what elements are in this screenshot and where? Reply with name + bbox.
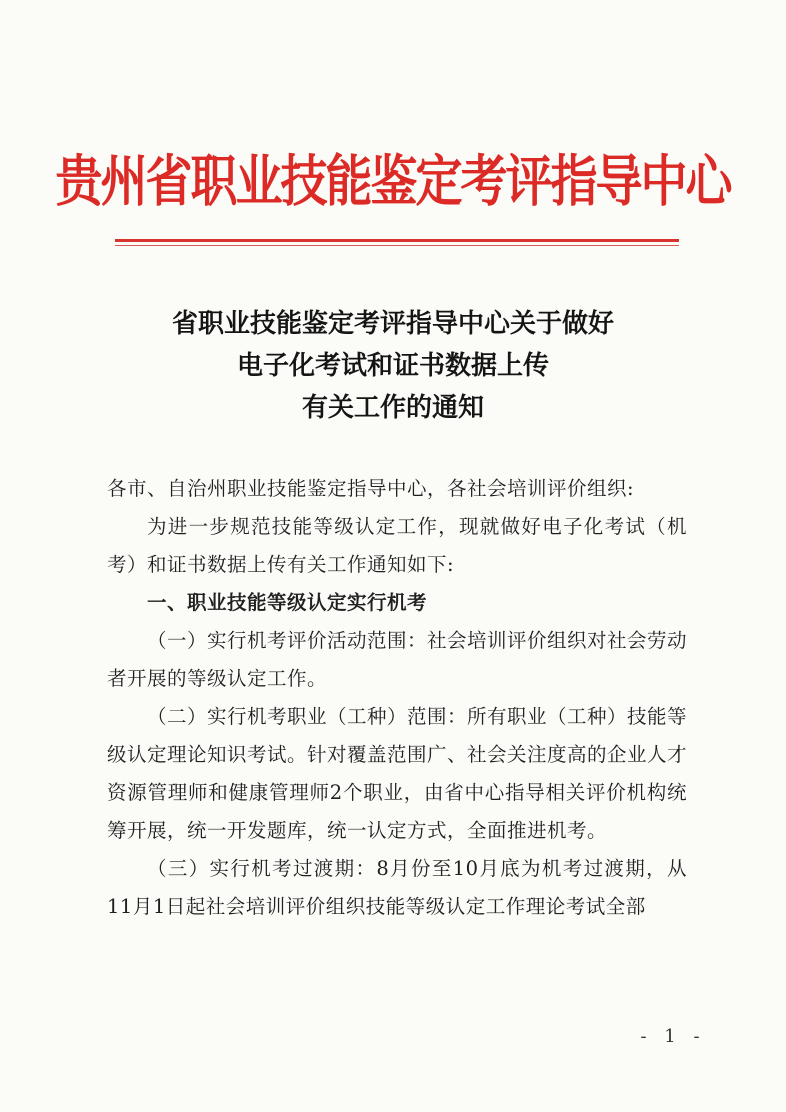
section-1-heading: 一、职业技能等级认定实行机考 xyxy=(147,591,428,614)
document-title xyxy=(0,303,786,429)
salutation: 各市、自治州职业技能鉴定指导中心，各社会培训评价组织: xyxy=(107,477,635,500)
item-1-paragraph: （一）实行机考评价活动范围：社会培训评价组织对社会劳动者开展的等级认定工作。 xyxy=(107,629,688,690)
letterhead-red-rule-thick xyxy=(115,239,679,242)
title-line-3: 有关工作的通知 xyxy=(301,393,484,423)
item-3-paragraph: （三）实行机考过渡期：8月份至10月底为机考过渡期，从11月1日起社会培训评价组织技能等级认定工作理论考试全部 xyxy=(107,857,687,918)
title-line-2: 电子化考试和证书数据上传 xyxy=(236,351,549,381)
letterhead-red-rule-thin xyxy=(115,245,679,246)
item-2-paragraph: （二）实行机考职业（工种）范围：所有职业（工种）技能等级认定理论知识考试。针对覆盖范围广、社会关注度高的企业人才资源管理师和健康管理师2个职业，由省中心指导相关评价机构统筹开展，统一开发题库，统一认定方式，全面推进机考。 xyxy=(107,705,688,842)
title-line-1: 省职业技能鉴定考评指导中心关于做好 xyxy=(171,309,614,339)
page-number: - 1 - xyxy=(640,1026,706,1047)
intro-paragraph: 为进一步规范技能等级认定工作，现就做好电子化考试（机考）和证书数据上传有关工作通知如下: xyxy=(107,515,687,576)
letterhead-org-name: 贵州省职业技能鉴定考评指导中心 xyxy=(55,149,731,215)
document-body xyxy=(107,470,687,926)
